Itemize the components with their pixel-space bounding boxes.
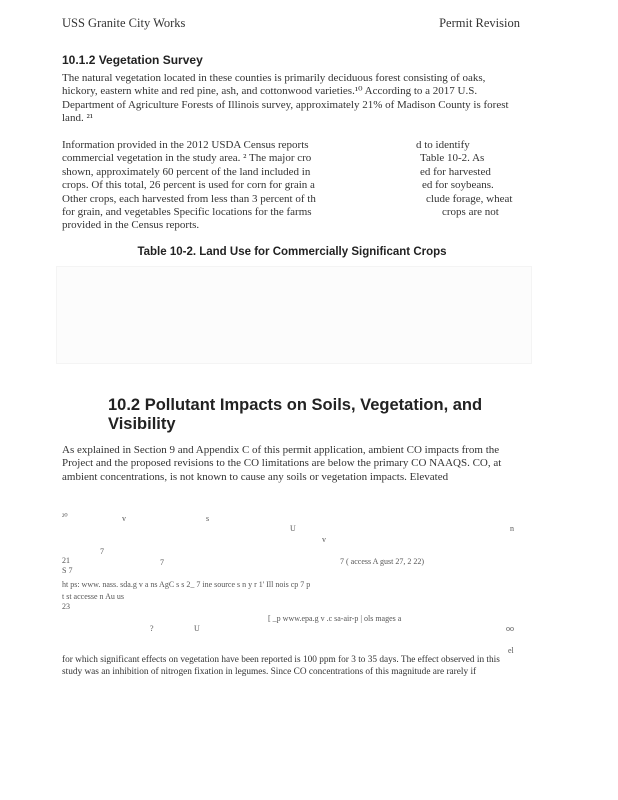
census-line [62, 166, 518, 179]
footnote-fragment: 23 [62, 602, 70, 611]
census-line-left: for grain, and vegetables Specific locations for the farms [62, 206, 312, 218]
census-line-right: ed for harvested [420, 165, 491, 178]
footnote-fragment: 7 [160, 558, 164, 567]
census-line-right: Table 10-2. As [420, 152, 485, 165]
census-line [62, 152, 518, 165]
census-line [62, 179, 518, 192]
footnote-fragment: oo [506, 624, 514, 633]
census-line-left: shown, approximately 60 percent of the land included in [62, 165, 311, 178]
footnote-fragment: U [290, 524, 296, 533]
footnote-fragment: 7 [100, 547, 104, 556]
paragraph-pollutant-impacts: As explained in Section 9 and Appendix C of this permit application, ambient CO impacts from the Project and the proposed revisions to the CO limitations are below the primary CO NAAQS. CO, at ambient concentrations, is not known to cause any soils or vegetation impacts. Elevated [62, 444, 502, 483]
table-placeholder [56, 266, 532, 364]
paragraph-census-partial [62, 139, 518, 231]
footnote-fragment footnote-22-url: ht ps: www. nass. sda.g v a ns AgC s s 2_ 7 ine source s n y r 1' Ill nois cp 7 p [62, 580, 311, 589]
census-line-left: commercial vegetation in the study area. ² The major cro [62, 152, 312, 165]
footnote-fragment: el [508, 646, 514, 655]
census-line-left: crops. Of this total, 26 percent is used for corn for grain a [62, 179, 315, 192]
census-line [62, 219, 518, 232]
footnote-fragment: ? [150, 624, 154, 633]
section-heading-vegetation-survey: 10.1.2 Vegetation Survey [62, 53, 203, 67]
footnote-fragment: v [122, 514, 126, 523]
census-line-right: crops are not [442, 206, 499, 218]
census-line-right: clude forage, wheat [426, 192, 513, 205]
header-left: USS Granite City Works [62, 16, 186, 30]
census-line [62, 206, 518, 219]
census-line-left: provided in the Census reports. [62, 219, 200, 232]
census-line-left: Information provided in the 2012 USDA Census reports [62, 139, 309, 151]
paragraph-vegetation: The natural vegetation located in these counties is primarily deciduous forest consisting of oaks, hickory, eastern white and red pine, ash, and cottonwood varieties.¹⁰ According to a 2017 U.S. Department of Agriculture Forests of Illinois survey, approximately 21% of Madison County is forest land. ²¹ [62, 72, 509, 125]
footnote-fragment: ²⁰ [62, 512, 68, 521]
census-line-left: Other crops, each harvested from less than 3 percent of th [62, 192, 316, 205]
paragraph-co-effects: for which significant effects on vegetation have been reported is 100 ppm for 3 to 35 days. The effect observed in this study was an inhibition of nitrogen fixation in legumes. Since CO concentrations of this magnitude are rarely if [62, 655, 500, 677]
footnote-fragment: n [510, 524, 514, 533]
census-line [62, 193, 518, 206]
header-right: Permit Revision [439, 16, 520, 30]
footnote-fragment: U [194, 624, 200, 633]
table-caption: Table 10-2. Land Use for Commercially Significant Crops [137, 246, 447, 258]
footnote-fragment footnote-21-citation: 7 ( access A gust 27, 2 22) [340, 557, 424, 566]
footnote-fragment: 21 [62, 556, 70, 565]
footnote-fragment: S 7 [62, 566, 73, 575]
section-heading-pollutant-impacts: 10.2 Pollutant Impacts on Soils, Vegetation, and Visibility [108, 396, 483, 433]
census-line-right: d to identify [416, 139, 470, 151]
census-line [62, 139, 518, 152]
footnote-fragment footnote-23-url: [ _p www.epa.g v .c sa-air-p | ols mages a [268, 614, 402, 623]
footnote-fragment: s [206, 514, 210, 523]
census-line-right: ed for soybeans. [422, 179, 494, 192]
footnote-fragment: t st accesse n Au us [62, 592, 124, 601]
footnote-fragment: v [322, 535, 326, 544]
